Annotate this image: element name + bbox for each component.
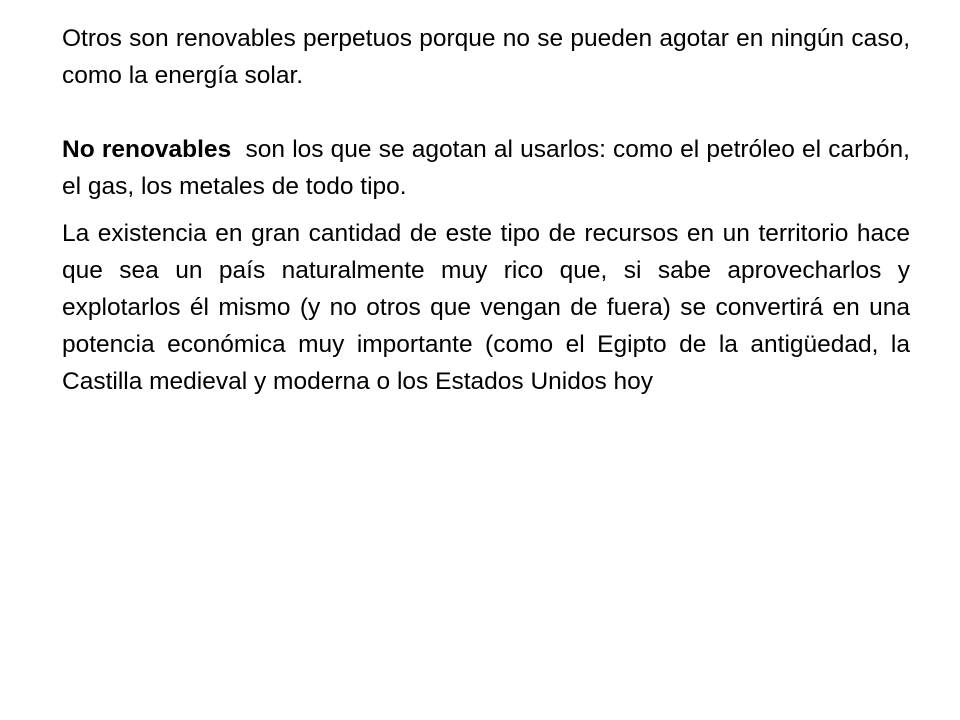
- definition-no-renovables: son los que se agotan al usarlos: como el petróleo el carbón, el gas, los metales de todo tipo.: [62, 136, 917, 200]
- paragraph-no-renovables: [62, 131, 917, 205]
- slide-body: [62, 20, 917, 400]
- term-no-renovables: No renovables: [62, 136, 232, 163]
- paragraph-renovables-perpetuos: Otros son renovables perpetuos porque no se pueden agotar en ningún caso, como la energía solar.: [62, 25, 910, 89]
- paragraph-existencia-recursos: La existencia en gran cantidad de este tipo de recursos en un territorio hace que sea un país naturalmente muy rico que, si sabe aprovecharlos y explotarlos él mismo (y no otros que vengan de fuera) se convertirá en una potencia económica muy importante (como el Egipto de la antigüedad, la Castilla medieval y moderna o los Estados Unidos hoy: [62, 220, 910, 395]
